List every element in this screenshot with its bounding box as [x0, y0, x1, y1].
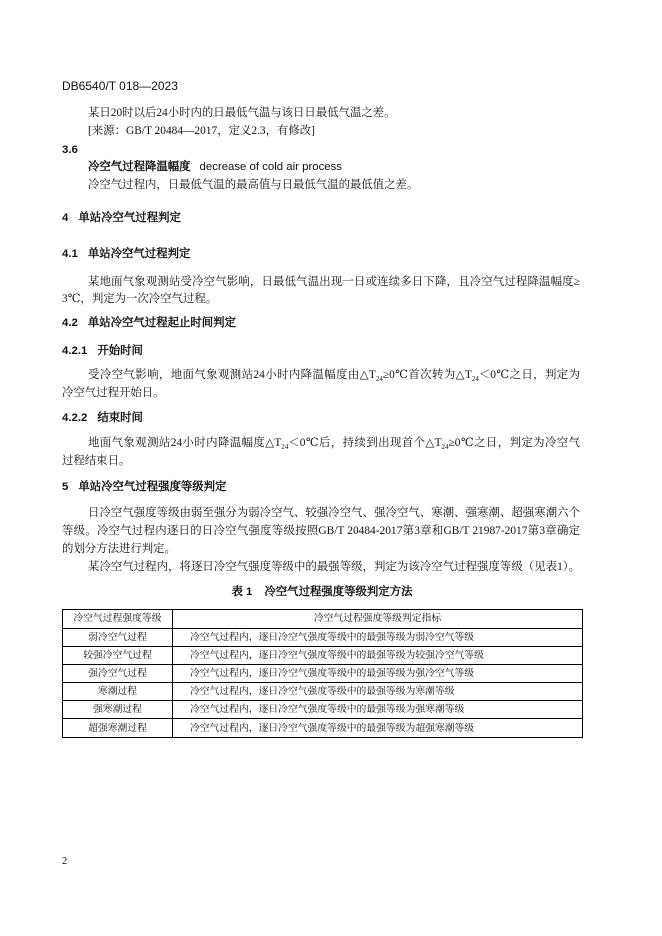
table-row — [63, 629, 583, 647]
section-title: 单站冷空气过程判定 — [78, 212, 181, 224]
criterion-cell: 冷空气过程内，逐日冷空气强度等级中的最强等级为强冷空气等级 — [173, 665, 583, 683]
criterion-cell: 冷空气过程内，逐日冷空气强度等级中的最强等级为强寒潮等级 — [173, 701, 583, 719]
term-english: decrease of cold air process — [199, 161, 342, 173]
section-number: 4.2.1 — [62, 345, 88, 357]
section-4-1-heading — [62, 245, 190, 263]
section-5-heading — [62, 478, 226, 496]
section-4-1-line-1: 某地面气象观测站受冷空气影响，日最低气温出现一日或连续多日下降，且冷空气过程降温幅度≥ — [88, 276, 580, 288]
page-number: 2 — [62, 856, 68, 867]
criterion-cell: 冷空气过程内，逐日冷空气强度等级中的最强等级为较强冷空气等级 — [173, 647, 583, 665]
section-title: 结束时间 — [97, 412, 143, 424]
definition-3-5-source: [来源：GB/T 20484—2017，定义2.3，有修改] — [88, 125, 315, 137]
text-run: ＜0℃后，持续到出现首个△T — [288, 437, 442, 449]
definition-3-5-text: 某日20时以后24小时内的日最低气温与该日日最低气温之差。 — [88, 107, 396, 119]
section-4-2-2-line-2: 过程结束日。 — [62, 455, 131, 467]
grade-cell: 超强寒潮过程 — [63, 719, 173, 738]
criterion-cell: 冷空气过程内，逐日冷空气强度等级中的最强等级为寒潮等级 — [173, 683, 583, 701]
table-row — [63, 665, 583, 683]
section-5-para-2: 某冷空气过程内，将逐日冷空气强度等级中的最强等级，判定为该冷空气过程强度等级（见表1）。 — [88, 561, 580, 573]
section-title: 单站冷空气过程判定 — [87, 248, 191, 260]
text-run: ≥0℃之日，判定为冷空气 — [448, 437, 580, 449]
column-header-grade: 冷空气过程强度等级 — [63, 610, 173, 629]
grade-cell: 弱冷空气过程 — [63, 629, 173, 647]
section-4-1-line-2: 3℃，判定为一次冷空气过程。 — [62, 293, 218, 305]
subscript: 24 — [441, 443, 449, 451]
section-title: 单站冷空气过程强度等级判定 — [78, 481, 227, 493]
section-number: 4 — [62, 212, 69, 224]
subscript: 24 — [375, 375, 383, 383]
subscript: 24 — [281, 443, 289, 451]
text-run: 受冷空气影响，地面气象观测站24小时内降温幅度由△T — [88, 369, 376, 381]
text-run: ＜0℃之日，判定为 — [478, 369, 580, 381]
table-header-row — [63, 610, 583, 629]
section-4-heading — [62, 209, 181, 227]
section-4-2-heading — [62, 314, 236, 332]
subscript: 24 — [471, 375, 479, 383]
table-row — [63, 701, 583, 719]
table-label: 表 1 — [231, 586, 253, 598]
column-header-criterion: 冷空气过程强度等级判定指标 — [173, 610, 583, 629]
criterion-cell: 冷空气过程内，逐日冷空气强度等级中的最强等级为超强寒潮等级 — [173, 719, 583, 738]
section-5-para-1-line-2: 等级。冷空气过程内逐日的日冷空气强度等级按照GB/T 20484-2017第3章和GB/T 21987-2017第3章确定 — [62, 525, 580, 537]
section-number: 4.1 — [62, 248, 78, 260]
section-title: 开始时间 — [97, 345, 143, 357]
section-4-2-1-line-2: 冷空气过程开始日。 — [62, 387, 165, 399]
grade-cell: 寒潮过程 — [63, 683, 173, 701]
section-number: 5 — [62, 481, 69, 493]
intensity-grade-table — [62, 609, 583, 738]
section-5-para-1-line-3: 的划分方法进行判定。 — [62, 543, 176, 555]
grade-cell: 较强冷空气过程 — [63, 647, 173, 665]
term-chinese: 冷空气过程降温幅度 — [88, 161, 191, 173]
section-4-2-2-heading — [62, 409, 143, 427]
text-run: ≥0℃首次转为△T — [382, 369, 472, 381]
section-5-para-1-line-1: 日冷空气强度等级由弱至强分为弱冷空气、较强冷空气、强冷空气、寒潮、强寒潮、超强寒潮六个 — [88, 507, 580, 519]
criterion-cell: 冷空气过程内，逐日冷空气强度等级中的最强等级为弱冷空气等级 — [173, 629, 583, 647]
document-code: DB6540/T 018—2023 — [62, 79, 178, 93]
definition-3-6-text: 冷空气过程内，日最低气温的最高值与日最低气温的最低值之差。 — [88, 179, 419, 191]
section-number: 4.2 — [62, 317, 78, 329]
table-title: 冷空气过程强度等级判定方法 — [264, 586, 413, 598]
clause-number: 3.6 — [62, 144, 78, 156]
text-run: 地面气象观测站24小时内降温幅度△T — [88, 437, 282, 449]
table-row — [63, 647, 583, 665]
section-title: 单站冷空气过程起止时间判定 — [87, 317, 236, 329]
section-number: 4.2.2 — [62, 412, 88, 424]
table-row — [63, 683, 583, 701]
grade-cell: 强寒潮过程 — [63, 701, 173, 719]
clause-3-6-number — [62, 141, 78, 159]
table-row — [63, 719, 583, 738]
grade-cell: 强冷空气过程 — [63, 665, 173, 683]
section-4-2-2-line-1 — [88, 434, 580, 452]
table-caption — [62, 583, 582, 601]
section-4-2-1-heading — [62, 342, 143, 360]
term-3-6 — [88, 158, 580, 176]
section-4-2-1-line-1 — [88, 366, 580, 384]
